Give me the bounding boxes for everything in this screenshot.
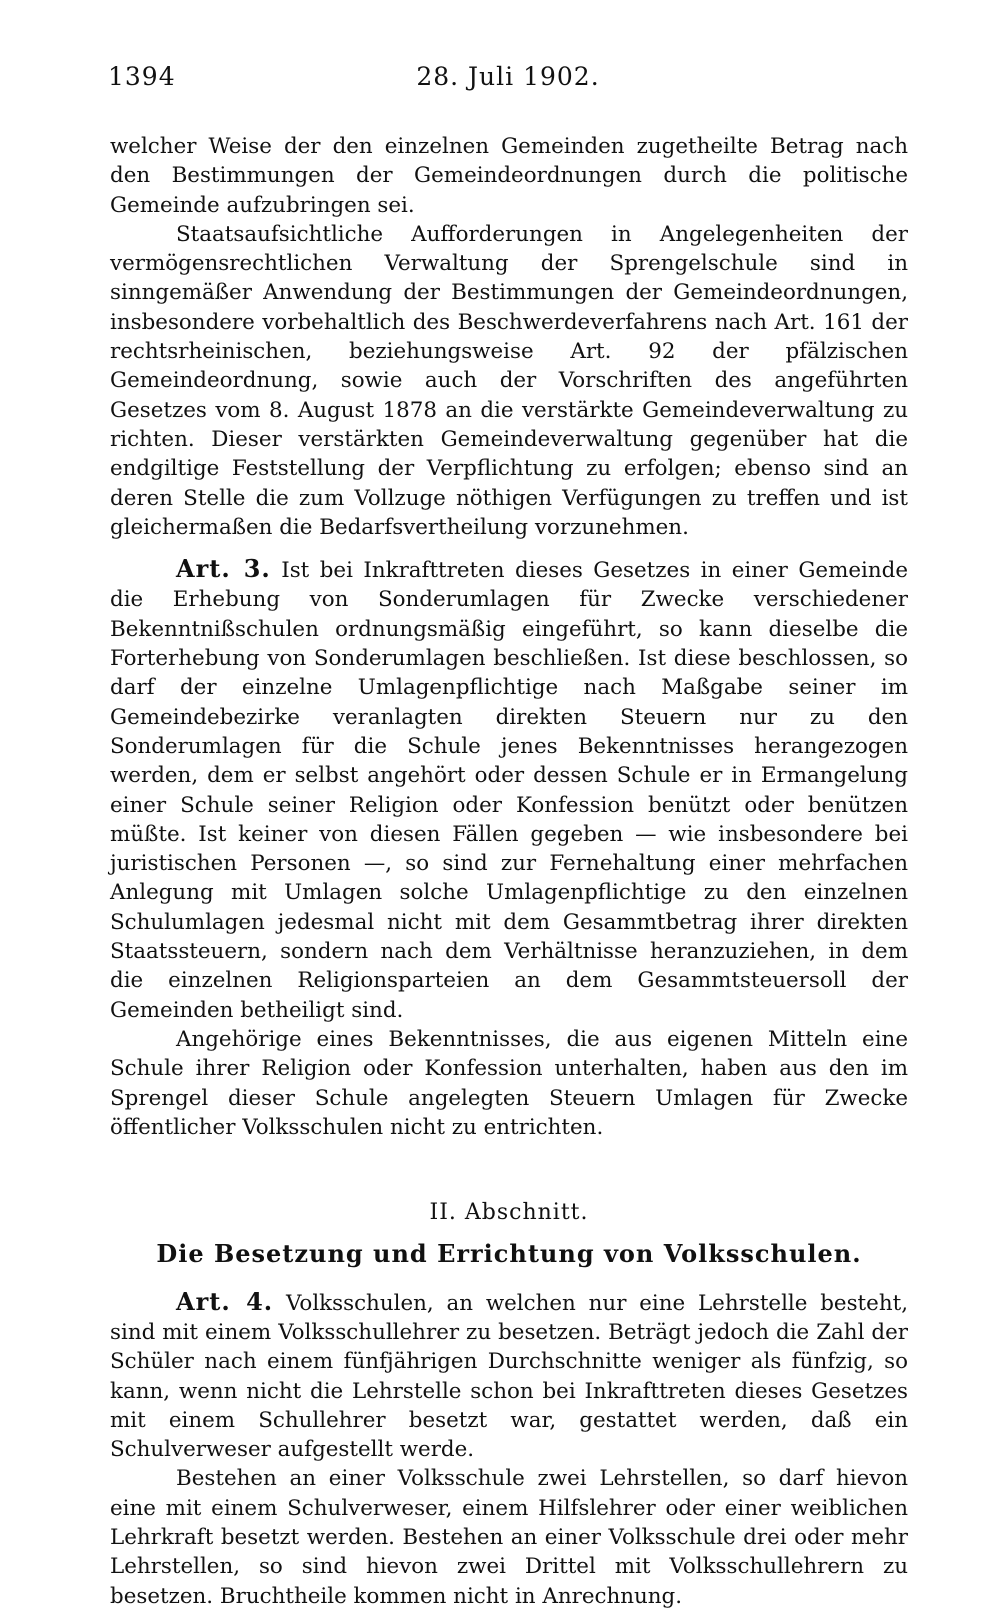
article-4-text: Volksschulen, an welchen nur eine Lehrstelle besteht, sind mit einem Volksschullehrer zu besetzen. Beträgt jedoch die Zahl der Schüler nach einem fünfjährigen Durchschnitte weniger als fünfzig, so kann, wenn nicht die Lehrstelle schon bei Inkrafttreten dieses Gesetzes mit einem Schullehrer besetzt war, gestattet werden, daß ein Schulverweser aufgestellt werde. [110,1290,908,1463]
continuation-paragraph: welcher Weise der den einzelnen Gemeinden zugetheilte Betrag nach den Bestimmungen der Gemeindeordnungen durch die politische Gemeinde aufzubringen sei. [110,134,908,218]
article-3-text: Ist bei Inkrafttreten dieses Gesetzes in einer Gemeinde die Erhebung von Sonderumlagen für Zwecke verschiedener Bekenntnißschulen ordnungsmäßig eingeführt, so kann dieselbe die Forterhebung von Sonderumlagen beschließen. Ist diese beschlossen, so darf der einzelne Umlagenpflichtige nach Maßgabe seiner im Gemeindebezirke veranlagten direkten Steuern nur zu den Sonderumlagen für die Schule jenes Bekenntnisses herangezogen werden, dem er selbst angehört oder dessen Schule er in Ermangelung einer Schule seiner Religion oder Konfession benützt oder benützen müßte. Ist keiner von diesen Fällen gegeben — wie insbesondere bei juristischen Personen —, so sind zur Fernehaltung einer mehrfachen Anlegung mit Umlagen solche Umlagenpflichtige zu den einzelnen Schulumlagen jedesmal nicht mit dem Gesammtbetrag ihrer direkten Staatssteuern, sondern nach dem Verhältnisse heranzuziehen, in dem die einzelnen Religionsparteien an dem Gesammtsteuersoll der Gemeinden betheiligt sind. [110,558,908,1023]
article-3-paragraph-1 [110,554,908,1025]
section-number: II. Abschnitt. [429,1200,589,1226]
document-body [110,132,908,1611]
paragraph-supervision: Staatsaufsichtliche Aufforderungen in Angelegenheiten der vermögensrechtlichen Verwaltung der Sprengelschule sind in sinngemäßer Anwendung der Bestimmungen der Gemeindeordnungen, insbesondere vorbehaltlich des Beschwerdeverfahrens nach Art. 161 der rechtsrheinischen, beziehungsweise Art. 92 der pfälzischen Gemeindeordnung, sowie auch der Vorschriften des angeführten Gesetzes vom 8. August 1878 an die verstärkte Gemeindeverwaltung zu richten. Dieser verstärkten Gemeindeverwaltung gegenüber hat die endgiltige Feststellung der Verpflichtung zu erfolgen; ebenso sind an deren Stelle die zum Vollzuge nöthigen Verfügungen zu treffen und ist gleichermaßen die Bedarfsvertheilung vorzunehmen. [110,221,908,540]
article-4-paragraph-1 [110,1287,908,1465]
article-3-paragraph-2: Angehörige eines Bekenntnisses, die aus eigenen Mitteln eine Schule ihrer Religion oder Konfession unterhalten, haben aus den im Sprengel dieser Schule angelegten Steuern Umlagen für Zwecke öffentlicher Volksschulen nicht zu entrichten. [110,1026,908,1140]
article-3-label: Art. 3. [176,554,271,584]
page-number: 1394 [108,62,176,91]
page-header [108,62,908,102]
running-header-date: 28. Juli 1902. [416,62,600,91]
section-title: Die Besetzung und Errichtung von Volksschulen. [156,1239,862,1269]
article-4-paragraph-2: Bestehen an einer Volksschule zwei Lehrstellen, so darf hievon eine mit einem Schulverweser, einem Hilfslehrer oder einer weiblichen Lehrkraft besetzt werden. Bestehen an einer Volksschule drei oder mehr Lehrstellen, so sind hievon zwei Drittel mit Volksschullehrern zu besetzen. Bruchtheile kommen nicht in Anrechnung. [110,1466,908,1609]
article-4-label: Art. 4. [176,1286,274,1316]
